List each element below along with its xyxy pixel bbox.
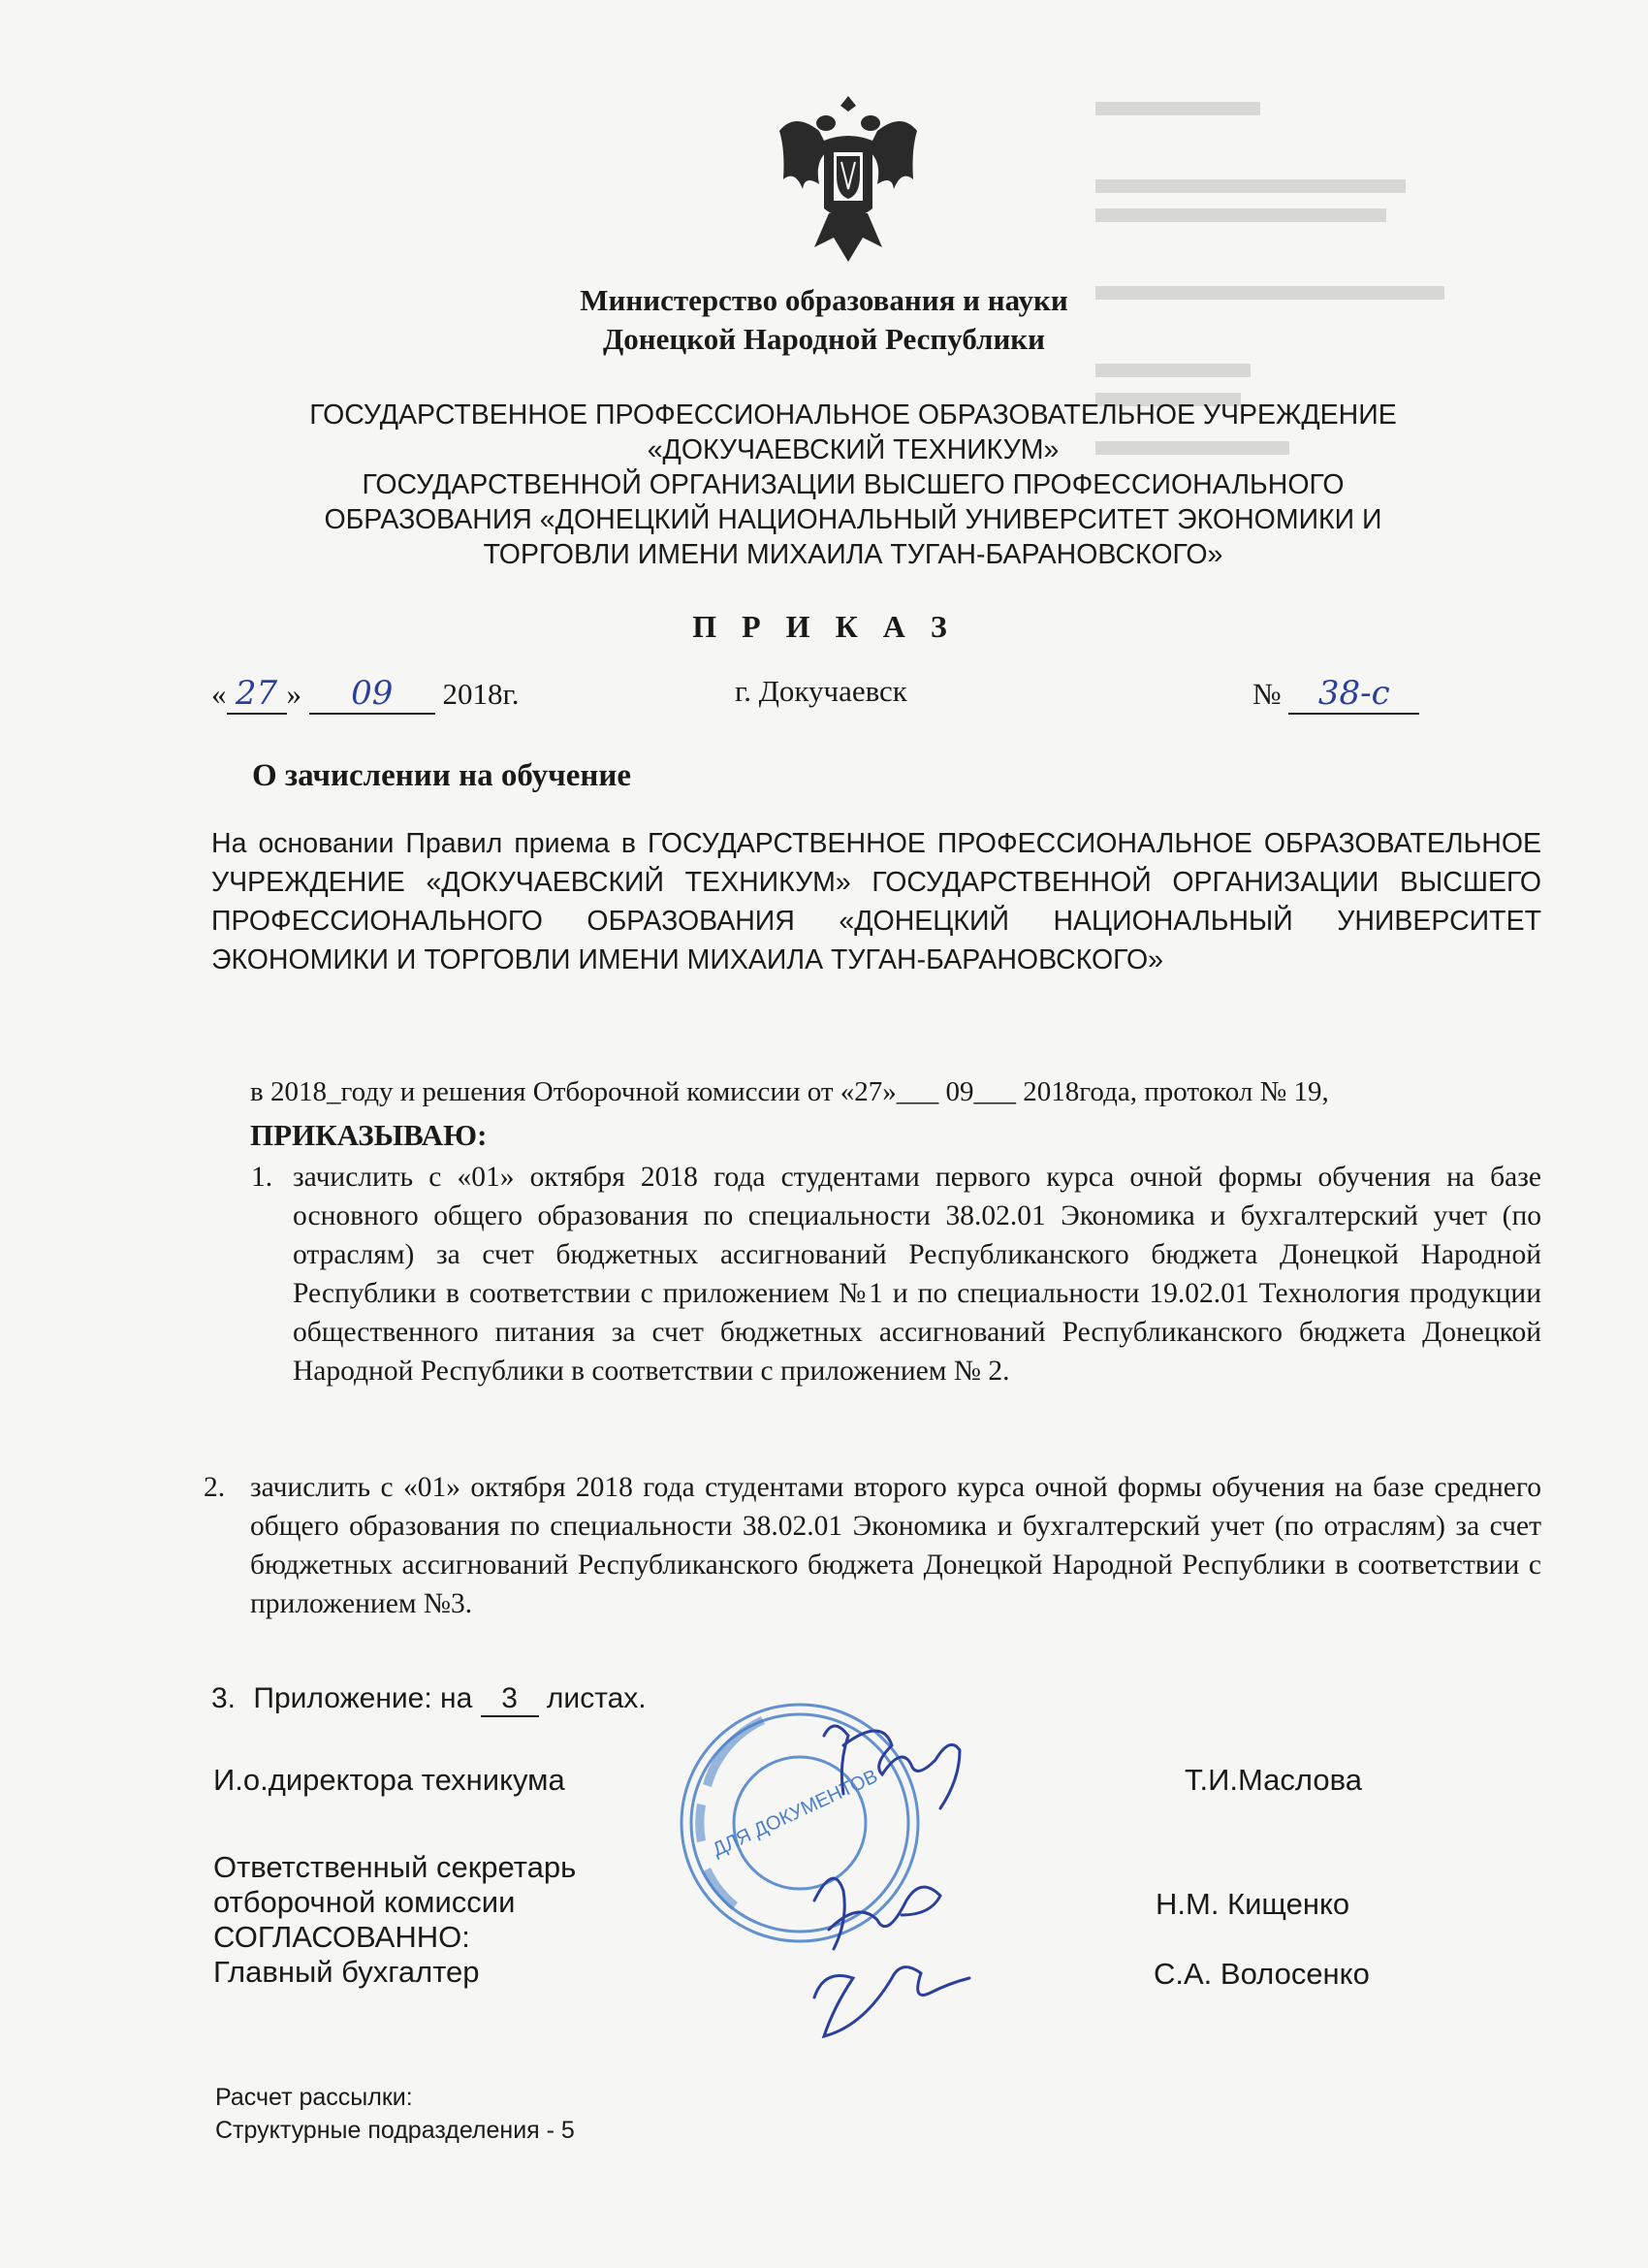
order-number (1252, 674, 1419, 715)
number-sign: № (1252, 677, 1282, 711)
agreed-label: СОГЛАСОВАННО: (213, 1920, 470, 1954)
accountant-title: Главный бухгалтер (213, 1955, 480, 1989)
institution-line: «ДОКУЧАЕВСКИЙ ТЕХНИКУМ» (647, 434, 1060, 465)
orders-word: ПРИКАЗЫВАЮ: (250, 1118, 488, 1152)
basis-paragraph: На основании Правил приема в ГОСУДАРСТВЕННОЕ ПРОФЕССИОНАЛЬНОЕ ОБРАЗОВАТЕЛЬНОЕ УЧРЕЖДЕНИЕ «ДОКУЧАЕВСКИЙ ТЕХНИКУМ» ГОСУДАРСТВЕННОЙ ОРГАНИЗАЦИИ ВЫСШЕГО ПРОФЕССИОНАЛЬНОГО ОБРАЗОВАНИЯ «ДОНЕЦКИЙ НАЦИОНАЛЬНЫЙ УНИВЕРСИТЕТ ЭКОНОМИКИ И ТОРГОВЛИ ИМЕНИ МИХАИЛА ТУГАН-БАРАНОВСКОГО» (211, 828, 1541, 975)
order-city: г. Докучаевск (735, 674, 907, 708)
appendix-prefix: Приложение: на (253, 1682, 481, 1714)
order-day: 27 (227, 674, 287, 715)
institution-line: ГОСУДАРСТВЕННОЙ ОРГАНИЗАЦИИ ВЫСШЕГО ПРОФЕССИОНАЛЬНОГО (362, 469, 1345, 500)
ministry-heading (0, 281, 1648, 359)
list-item (204, 1468, 1541, 1623)
stamp-text: ДЛЯ ДОКУМЕНТОВ (709, 1765, 881, 1862)
basis-line: в 2018_году и решения Отборочной комиссии от «27»___ 09___ 2018года, протокол № 19, (250, 1076, 1329, 1107)
appendix-sheets: 3 (481, 1682, 539, 1717)
order-title: П Р И К А З (692, 609, 956, 644)
order-year: 2018г. (442, 677, 520, 711)
order-date (211, 674, 519, 715)
ministry-line-1: Министерство образования и науки (580, 283, 1068, 317)
institution-line: ТОРГОВЛИ ИМЕНИ МИХАИЛА ТУГАН-БАРАНОВСКОГО» (483, 539, 1223, 570)
ministry-line-2: Донецкой Народной Республики (602, 322, 1046, 356)
order-number-value: 38-с (1288, 674, 1419, 715)
secretary-name: Н.М. Кищенко (1156, 1887, 1350, 1921)
appendix-number: 3. (211, 1682, 237, 1714)
list-item (251, 1158, 1541, 1390)
accountant-name: С.А. Волосенко (1154, 1957, 1370, 1991)
distribution-line: Структурные подразделения - 5 (215, 2117, 575, 2144)
order-month: 09 (309, 674, 435, 715)
institution-line: ГОСУДАРСТВЕННОЕ ПРОФЕССИОНАЛЬНОЕ ОБРАЗОВАТЕЛЬНОЕ УЧРЕЖДЕНИЕ (309, 399, 1397, 431)
director-title: И.о.директора техникума (213, 1763, 565, 1797)
secretary-title-2: отборочной комиссии (213, 1885, 516, 1919)
director-name: Т.И.Маслова (1185, 1763, 1362, 1797)
list-item-text: зачислить с «01» октября 2018 года студентами первого курса очной формы обучения на базе основного общего образования по специальности 38.02.01 Экономика и бухгалтерский учет (по отраслям) за счет бюджетных ассигнований Республиканского бюджета Донецкой Народной Республики в соответствии с приложением №1 и по специальности 19.02.01 Технология продукции общественного питания за счет бюджетных ассигнований Республиканского бюджета Донецкой Народной Республики в соответствии с приложением № 2. (293, 1162, 1541, 1387)
appendix-suffix: листах. (538, 1682, 647, 1714)
quote-open: « (211, 677, 227, 711)
list-item-number: 2. (204, 1472, 226, 1503)
secretary-title-1: Ответственный секретарь (213, 1850, 577, 1884)
order-subject: О зачислении на обучение (252, 758, 632, 793)
dpr-coat-of-arms-icon (776, 92, 921, 272)
distribution-title: Расчет рассылки: (215, 2084, 413, 2111)
quote-close: » (286, 677, 301, 711)
list-item-number: 1. (251, 1162, 273, 1193)
handwritten-signatures (776, 1707, 1028, 2056)
appendix-line (211, 1682, 647, 1717)
institution-line: ОБРАЗОВАНИЯ «ДОНЕЦКИЙ НАЦИОНАЛЬНЫЙ УНИВЕРСИТЕТ ЭКОНОМИКИ И (324, 504, 1382, 535)
secretary-block (213, 1850, 576, 1990)
institution-name (223, 398, 1483, 572)
list-item-text: зачислить с «01» октября 2018 года студентами второго курса очной формы обучения на базе среднего общего образования по специальности 38.02.01 Экономика и бухгалтерский учет (по отраслям) за счет бюджетных ассигнований Республиканского бюджета Донецкой Народной Республики в соответствии с приложением №3. (250, 1472, 1541, 1619)
distribution-list (215, 2081, 575, 2147)
